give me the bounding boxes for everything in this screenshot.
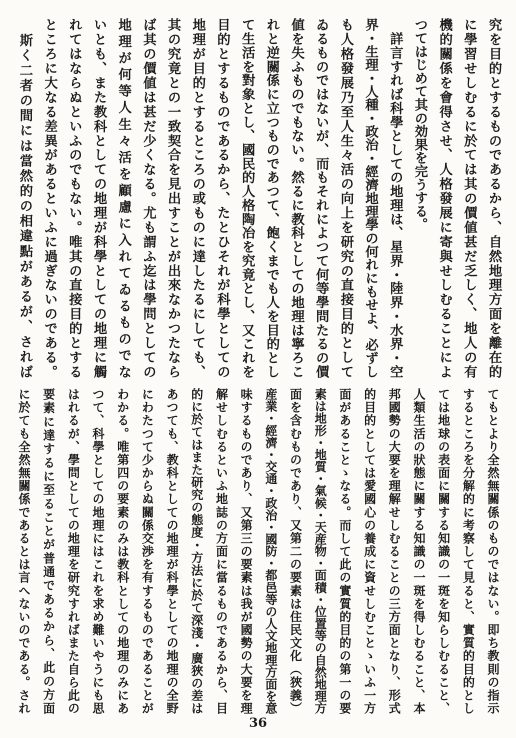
- text-column: 其の究竟との一致契合を見出すことが出來なかつたなら: [165, 18, 181, 378]
- text-column: てもとより全然無關係のものではない。即ち教則の指示: [486, 388, 500, 714]
- text-column: 面を含むものであり、又第二の要素は住民文化（狹義）: [288, 388, 303, 714]
- text-column: ば其の價値は甚だ少くなる。尤も謂ふ迄は學問としての: [140, 18, 156, 378]
- text-column: 詳言すれば科學としての地理は、星界・陸界・水界・空: [387, 18, 403, 378]
- upper-text-block: [11, 18, 505, 378]
- text-column: ては地球の表面に關する知識の一斑を知らしむること、: [436, 388, 451, 714]
- text-column: つてはじめて其の効果を完うする。: [411, 18, 427, 231]
- text-column: 究を目的とするものであるから、自然地理方面を離在的: [486, 18, 501, 378]
- text-column: あつても、教科としての地理が科學としての地理の全野: [165, 388, 180, 714]
- text-column: 人類生活の狀態に關する知識の一斑を得しむること、本: [411, 388, 426, 714]
- text-column: はれるが、學問としての地理を研究すればまた自ら此の: [66, 388, 81, 714]
- text-column: 斯く二者の間には當然的の相違點があるが、されば: [16, 18, 32, 378]
- text-column: に學習せしむるに於ては其の價値甚だ乏しく、地人の有: [461, 18, 477, 378]
- text-column: 的目的としては愛國心の養成に資せしむことゝいふ一方: [362, 388, 377, 714]
- text-column: 地理が何等人生々活を顧慮に入れてゐるものでな: [115, 18, 131, 378]
- text-column: 地理が目的とするところの或ものに達したるにしても、: [189, 18, 205, 378]
- text-column: れと逆關係に立つものであつて、飽くまでも人を目的とし: [263, 18, 279, 378]
- text-column: 産業・經濟・交通・政治・國防・都邑等の人文地理方面を意: [263, 388, 278, 714]
- text-column: に於ても全然無關係であるとは言へないのである。され: [16, 388, 31, 714]
- text-column: も人格發展乃至人生々活の向上を研究の直接目的として: [337, 18, 353, 378]
- text-column: 的に於てはまた研究の態度・方法に於て深淺・廣狹の差は: [189, 388, 204, 714]
- text-column: 解せしむるといふ地誌の方面に當るものであるから、目: [214, 388, 229, 714]
- text-column: 面があることゝなる。而して此の實質的目的の第一の要: [337, 388, 352, 714]
- text-column: するところを分解的に考察して見ると、實質的目的とし: [461, 388, 476, 714]
- page-number: 36: [248, 716, 268, 731]
- text-column: わかる。唯第四の要素のみは教科としての地理のみにあ: [115, 388, 130, 714]
- text-column: 邦國勢の大要を理解せしむることの三方面となり、形式: [387, 388, 402, 714]
- text-column: 素は地形・地質・氣候・天産物・面積・位置等の自然地理方: [313, 388, 328, 714]
- text-column: 機的關係を會得させ、人格發展に寄與せしむることによ: [436, 18, 452, 378]
- text-column: 目的とするものであるから、たとひそれが科學としての: [214, 18, 230, 378]
- text-column: 要素に達するに至ることが普通であるから、此の方面: [41, 388, 56, 714]
- text-column: 味するものであり、又第三の要素は我が國勢の大要を理: [239, 388, 254, 714]
- lower-text-block: [11, 388, 505, 714]
- text-column: つて、科學としての地理にはこれを求め難いやうにも思: [91, 388, 105, 714]
- text-column: れてはならぬといふのでもない。唯其の直接目的とする: [66, 18, 82, 378]
- text-column: て生活を對象とし、國民的人格陶冶を究竟とし、又これを: [239, 18, 255, 378]
- text-column: にわたつて少からぬ關係交渉を有するものであることが: [140, 388, 155, 714]
- text-column: いとも、また教科としての地理が科學としての地理に觸: [91, 18, 106, 378]
- text-column: ところに大なる差異があるといふに過ぎないのである。: [41, 18, 57, 378]
- text-column: ゐるものではないが、而もそれによつて何等學問たるの價: [313, 18, 329, 378]
- text-column: 値を失ふものでもない。然るに教科としての地理は寧ろこ: [288, 18, 304, 378]
- text-column: 界・生理・人種・政治・經濟地理學の何れにもせよ、必ずし: [362, 18, 378, 378]
